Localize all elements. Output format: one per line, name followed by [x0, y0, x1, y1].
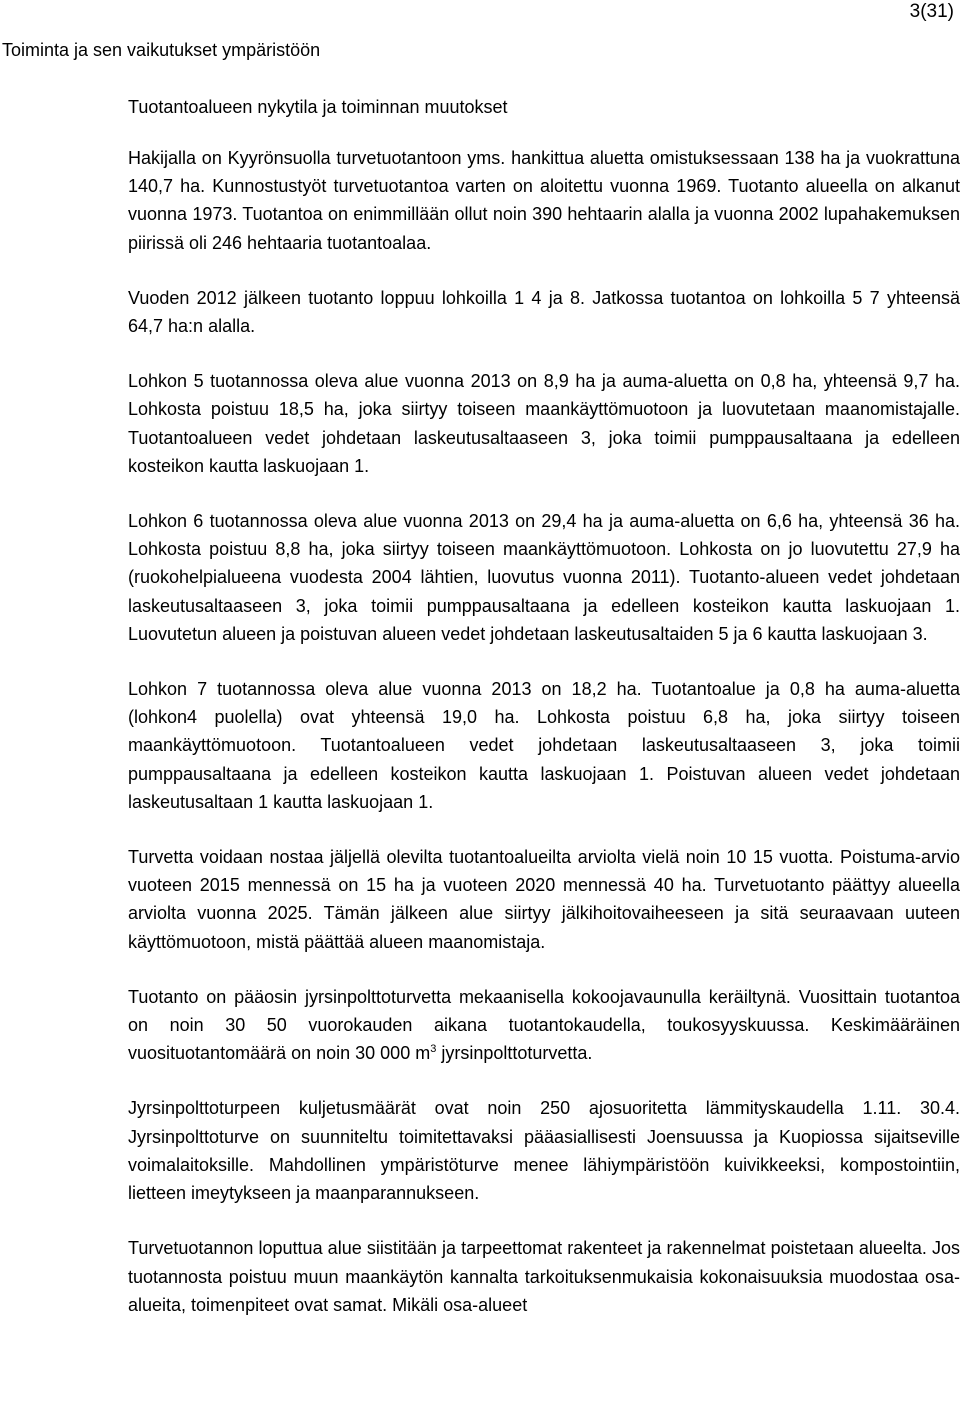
- document-body: [128, 94, 960, 1346]
- paragraph-9: Turvetuotannon loputtua alue siistitään ja tarpeettomat rakenteet ja rakennelmat poistetaan alueelta. Jos tuotannosta poistuu muun maankäytön kannalta tarkoituksenmukaisia kokonaisuuksia muodostaa osa-alueita, toimenpiteet ovat samat. Mikäli osa-alueet: [128, 1238, 960, 1315]
- paragraph-7-tail: jyrsinpolttoturvetta.: [441, 1043, 593, 1064]
- paragraph-1: Hakijalla on Kyyrönsuolla turvetuotantoon yms. hankittua aluetta omistuksessaan 138 ha ja vuokrattuna 140,7 ha. Kunnostustyöt turvetuotantoa varten on aloitettu vuonna 1969. Tuotanto alueella on alkanut vuonna 1973. Tuotantoa on enimmillään ollut noin 390 hehtaarin alalla ja vuonna 2002 lupahakemuksen piirissä oli 246 hehtaaria tuotantoalaa.: [128, 148, 960, 253]
- paragraph-6: Turvetta voidaan nostaa jäljellä olevilta tuotantoalueilta arviolta vielä noin 10 15 vuotta. Poistuma-arvio vuoteen 2015 mennessä on 15 ha ja vuoteen 2020 mennessä 40 ha. Turvetuotanto päättyy alueella arviolta vuonna 2025. Tämän jälkeen alue siirtyy jälkihoitovaiheeseen ja sitä seuraavaan uuteen käyttömuotoon, mistä päättää alueen maanomistaja.: [128, 847, 960, 952]
- paragraph-4: Lohkon 6 tuotannossa oleva alue vuonna 2013 on 29,4 ha ja auma-aluetta on 6,6 ha, yhteensä 36 ha. Lohkosta poistuu 8,8 ha, joka siirtyy toiseen maankäyttömuotoon. Lohkosta on jo luovutettu 27,9 ha (ruokohelpialueena vuodesta 2004 lähtien, luovutus vuonna 2011). Tuotanto-alueen vedet johdetaan laskeutusaltaaseen 3, joka toimii pumppausaltaana ja edelleen kosteikon kautta laskuojaan 1. Luovutetun alueen ja poistuvan alueen vedet johdetaan laskeutusaltaiden 5 ja 6 kautta laskuojaan 3.: [128, 511, 960, 644]
- section-header: Toiminta ja sen vaikutukset ympäristöön: [2, 40, 321, 60]
- paragraph-7: [128, 983, 960, 1068]
- superscript-3: 3: [430, 1043, 437, 1056]
- paragraph-8: Jyrsinpolttoturpeen kuljetusmäärät ovat noin 250 ajosuoritetta lämmityskaudella 1.11. 30.4. Jyrsinpolttoturve on suunniteltu toimitettavaksi pääasiallisesti Joensuussa ja Kuopiossa sijaitseville voimalaitoksille. Mahdollinen ympäristöturve menee lähiympäristöön kuivikkeeksi, kompostointiin, lietteen imeytykseen ja maanparannukseen.: [128, 1098, 960, 1204]
- paragraph-7-text: Tuotanto on pääosin jyrsinpolttoturvetta mekaanisella kokoojavaunulla keräiltynä. Vuosittain tuotantoa on noin 30 50 vuorokauden aikana tuotantokaudella, toukosyyskuussa. Keskimääräinen vuosituotantomäärä on noin 30 000 m: [128, 986, 960, 1064]
- subheading: Tuotantoalueen nykytila ja toiminnan muutokset: [128, 97, 508, 117]
- page-number: 3(31): [909, 1, 954, 22]
- paragraph-5: Lohkon 7 tuotannossa oleva alue vuonna 2013 on 18,2 ha. Tuotantoalue ja 0,8 ha auma-aluetta (lohkon4 puolella) ovat yhteensä 19,0 ha. Lohkosta poistuu 6,8 ha, joka siirtyy toiseen maankäyttömuotoon. Tuotantoalueen vedet johdetaan laskeutusaltaaseen 3, joka toimii pumppausaltaana ja edelleen kosteikon kautta laskuojaan 1. Poistuvan alueen vedet johdetaan laskeutusaltaan 1 kautta laskuojaan 1.: [128, 679, 960, 812]
- paragraph-3: Lohkon 5 tuotannossa oleva alue vuonna 2013 on 8,9 ha ja auma-aluetta on 0,8 ha, yhteensä 9,7 ha. Lohkosta poistuu 18,5 ha, joka siirtyy toiseen maankäyttömuotoon ja luovutetaan maanomistajalle. Tuotantoalueen vedet johdetaan laskeutusaltaaseen 3, joka toimii pumppausaltaana ja edelleen kosteikon kautta laskuojaan 1.: [128, 371, 960, 476]
- paragraph-2: Vuoden 2012 jälkeen tuotanto loppuu lohkoilla 1 4 ja 8. Jatkossa tuotantoa on lohkoilla 5 7 yhteensä 64,7 ha:n alalla.: [128, 287, 960, 337]
